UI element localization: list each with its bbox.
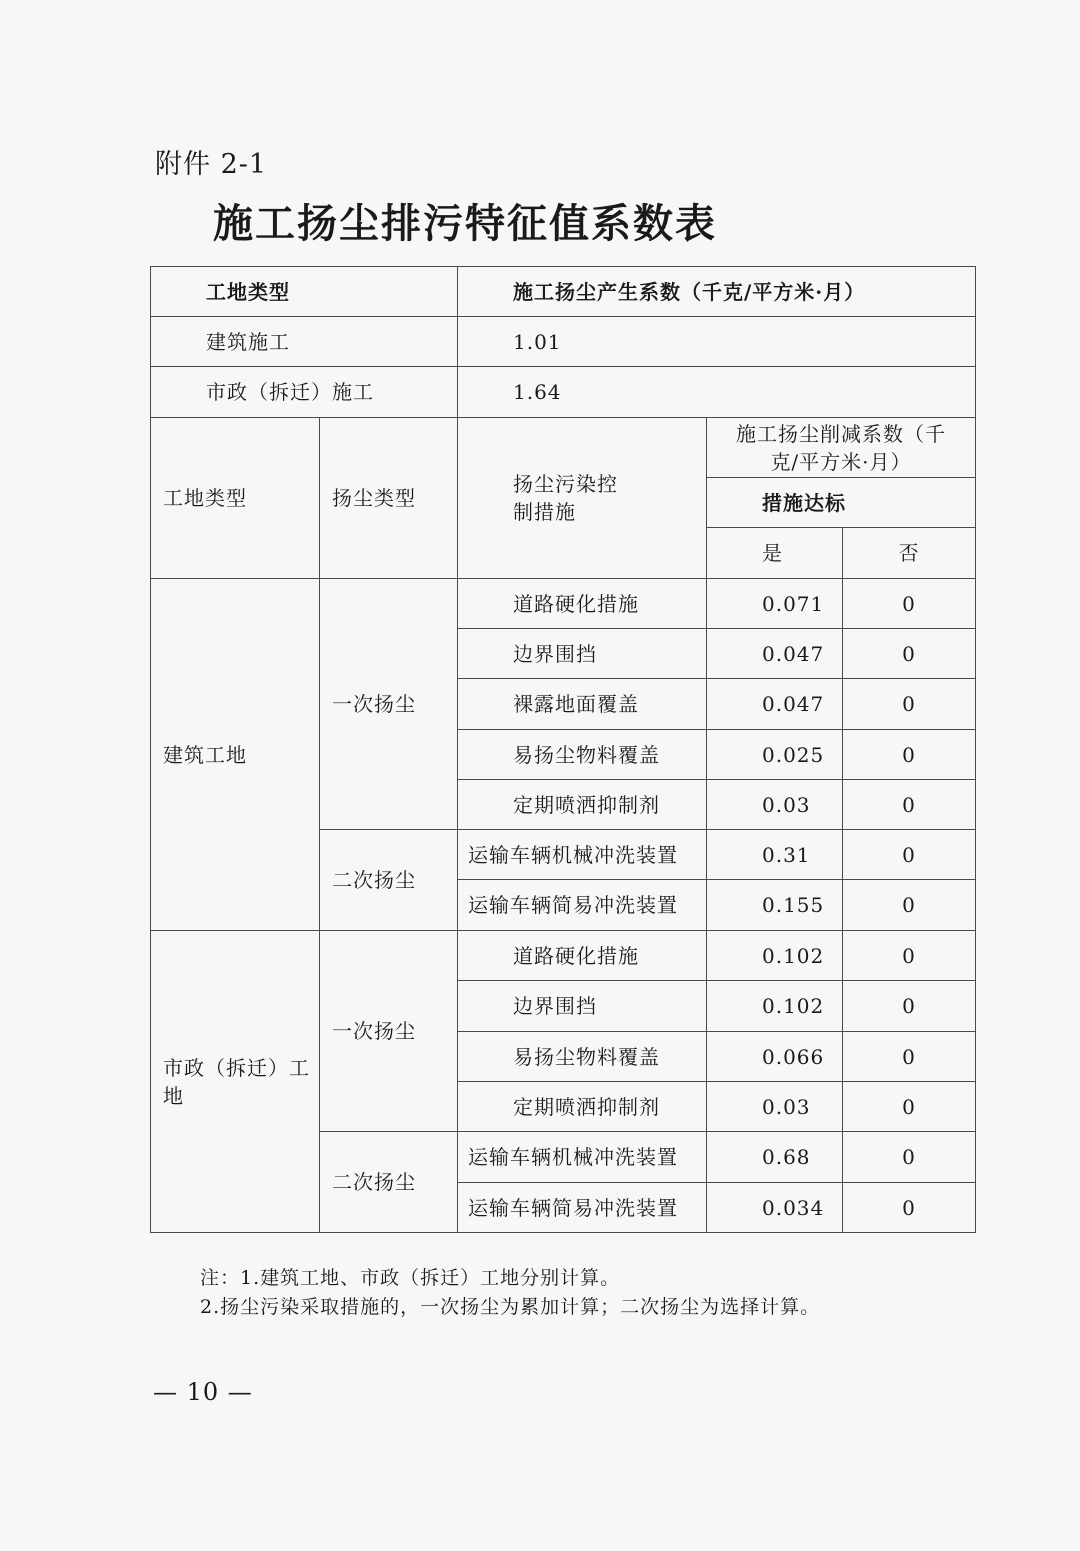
note-line-2: 2.扬尘污染采取措施的，一次扬尘为累加计算；二次扬尘为选择计算。 xyxy=(200,1296,821,1318)
site-type-group: 建筑工地 xyxy=(150,578,320,931)
yes-value-cell: 0.102 xyxy=(706,980,843,1032)
generation-value-cell: 1.01 xyxy=(457,316,976,367)
site-type-cell: 建筑施工 xyxy=(150,316,458,367)
yes-value-cell: 0.025 xyxy=(706,729,843,780)
no-value-cell: 0 xyxy=(842,729,976,780)
header-dust-type: 扬尘类型 xyxy=(319,417,458,579)
measure-cell: 运输车辆机械冲洗装置 xyxy=(457,829,707,880)
no-value-cell: 0 xyxy=(842,1031,976,1082)
yes-value-cell: 0.03 xyxy=(706,779,843,830)
yes-value-cell: 0.102 xyxy=(706,930,843,981)
header-no: 否 xyxy=(842,527,976,579)
dust-type-group: 一次扬尘 xyxy=(319,930,458,1132)
no-value-cell: 0 xyxy=(842,829,976,880)
yes-value-cell: 0.034 xyxy=(706,1182,843,1233)
yes-value-cell: 0.03 xyxy=(706,1081,843,1132)
note-line-1: 注：1.建筑工地、市政（拆迁）工地分别计算。 xyxy=(200,1267,621,1289)
measure-cell: 边界围挡 xyxy=(457,980,707,1032)
attachment-label: 附件 2-1 xyxy=(155,149,268,180)
header-measure-compliance: 措施达标 xyxy=(706,477,976,528)
header-site-type: 工地类型 xyxy=(150,266,458,317)
no-value-cell: 0 xyxy=(842,980,976,1032)
site-type-group: 市政（拆迁）工地 xyxy=(150,930,320,1233)
header-generation-coefficient: 施工扬尘产生系数（千克/平方米·月） xyxy=(457,266,976,317)
yes-value-cell: 0.047 xyxy=(706,628,843,679)
header-site-type-2: 工地类型 xyxy=(150,417,320,579)
yes-value-cell: 0.071 xyxy=(706,578,843,629)
generation-value-cell: 1.64 xyxy=(457,366,976,418)
yes-value-cell: 0.066 xyxy=(706,1031,843,1082)
no-value-cell: 0 xyxy=(842,678,976,730)
dust-type-group: 二次扬尘 xyxy=(319,1131,458,1233)
no-value-cell: 0 xyxy=(842,1131,976,1183)
measure-cell: 定期喷洒抑制剂 xyxy=(457,1081,707,1132)
measure-cell: 裸露地面覆盖 xyxy=(457,678,707,730)
measure-cell: 易扬尘物料覆盖 xyxy=(457,1031,707,1082)
no-value-cell: 0 xyxy=(842,1081,976,1132)
measure-cell: 道路硬化措施 xyxy=(457,578,707,629)
measure-cell: 运输车辆简易冲洗装置 xyxy=(457,879,707,931)
no-value-cell: 0 xyxy=(842,628,976,679)
dust-type-group: 一次扬尘 xyxy=(319,578,458,830)
yes-value-cell: 0.68 xyxy=(706,1131,843,1183)
yes-value-cell: 0.047 xyxy=(706,678,843,730)
header-control-measure: 扬尘污染控制措施 xyxy=(457,417,707,579)
no-value-cell: 0 xyxy=(842,779,976,830)
measure-cell: 运输车辆简易冲洗装置 xyxy=(457,1182,707,1233)
measure-cell: 边界围挡 xyxy=(457,628,707,679)
measure-cell: 运输车辆机械冲洗装置 xyxy=(457,1131,707,1183)
site-type-cell: 市政（拆迁）施工 xyxy=(150,366,458,418)
dust-type-group: 二次扬尘 xyxy=(319,829,458,931)
measure-cell: 易扬尘物料覆盖 xyxy=(457,729,707,780)
yes-value-cell: 0.155 xyxy=(706,879,843,931)
measure-cell: 道路硬化措施 xyxy=(457,930,707,981)
page-title: 施工扬尘排污特征值系数表 xyxy=(213,200,717,247)
coefficient-table xyxy=(150,266,976,1233)
no-value-cell: 0 xyxy=(842,1182,976,1233)
measure-cell: 定期喷洒抑制剂 xyxy=(457,779,707,830)
no-value-cell: 0 xyxy=(842,930,976,981)
header-reduction-coefficient: 施工扬尘削减系数（千克/平方米·月） xyxy=(706,417,976,478)
yes-value-cell: 0.31 xyxy=(706,829,843,880)
header-yes: 是 xyxy=(706,527,843,579)
no-value-cell: 0 xyxy=(842,879,976,931)
page-number: — 10 — xyxy=(153,1378,253,1406)
no-value-cell: 0 xyxy=(842,578,976,629)
